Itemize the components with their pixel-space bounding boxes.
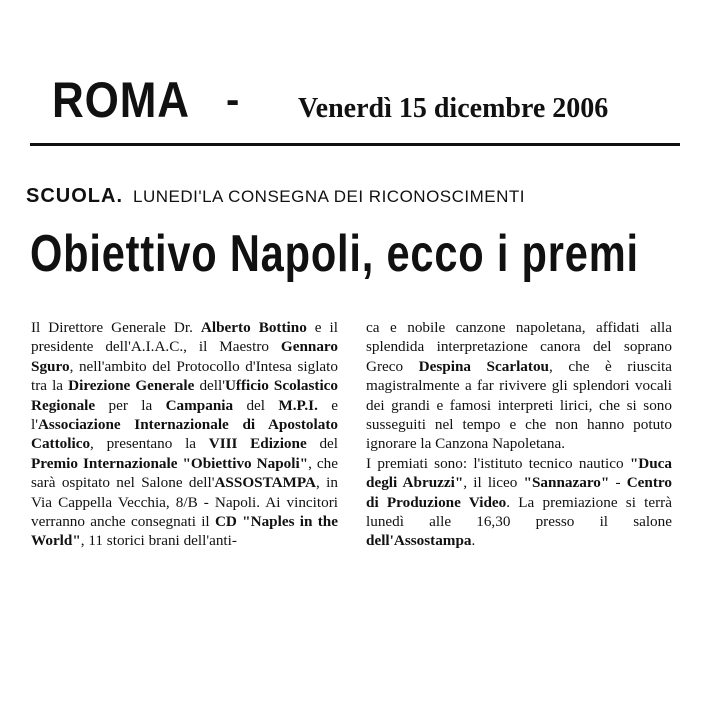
body-text: ca e nobile canzone napoletana, affidati alla splendida interpretazione canora del soprano Greco: [366, 319, 672, 375]
body-bold: Despina Scarlatou: [418, 357, 549, 375]
body-bold: Centro di Produzione Video: [366, 474, 672, 511]
body-bold: Premio Internazionale "Obiettivo Napoli": [31, 454, 309, 472]
article-paragraph: [366, 454, 672, 551]
body-text: , in Via Cappella Vecchia, 8/B - Napoli. Ai vincitori verranno anche consegnati il: [31, 474, 338, 531]
body-bold: Associazione Internazionale di Apostolato Cattolico: [31, 416, 338, 453]
body-text: I premiati sono: l'istituto tecnico nautico: [366, 454, 630, 472]
article-paragraph: [31, 318, 338, 551]
body-text: , il liceo: [463, 474, 524, 492]
masthead-city: ROMA: [52, 72, 190, 128]
masthead-separator: -: [226, 78, 240, 122]
body-text: del: [306, 435, 338, 453]
headline-text: Obiettivo Napoli, ecco i premi: [30, 225, 639, 283]
body-text: Il Direttore Generale Dr.: [31, 319, 201, 336]
body-bold: dell'Assostampa: [366, 532, 472, 550]
body-bold: VIII Edizione: [208, 435, 307, 453]
body-text: . La premiazione si terrà lunedì alle 16,30 presso il salone: [366, 493, 672, 531]
body-text: per la: [95, 396, 166, 414]
body-bold: CD "Naples in the World": [31, 513, 338, 550]
body-bold: Ufficio Scolastico Regionale: [31, 377, 338, 414]
body-text: , che sarà ospitato nel Salone dell': [31, 454, 339, 492]
masthead: [30, 70, 680, 138]
article-paragraph: [366, 318, 672, 454]
body-bold: ASSOSTAMPA: [214, 474, 316, 492]
body-text: e l': [31, 396, 338, 434]
kicker-section-tag: SCUOLA.: [26, 185, 123, 207]
body-bold: Gennaro Sguro: [31, 338, 338, 375]
article-column-right: [366, 318, 672, 551]
body-bold: Direzione Generale: [68, 377, 195, 395]
body-text: del: [233, 396, 279, 414]
body-text: , nell'ambito del Protocollo d'Intesa siglato tra la: [31, 357, 338, 395]
body-bold: Alberto Bottino: [200, 319, 307, 336]
masthead-date: Venerdì 15 dicembre 2006: [298, 93, 609, 124]
body-bold: Campania: [165, 396, 234, 414]
body-text: e il presidente dell'A.I.A.C., il Maestro: [31, 319, 338, 356]
body-text: -: [609, 474, 627, 492]
body-bold: "Duca degli Abruzzi": [366, 454, 672, 492]
body-text: .: [471, 532, 476, 550]
kicker-text: LUNEDI'LA CONSEGNA DEI RICONOSCIMENTI: [133, 187, 526, 206]
masthead-rule: [30, 143, 680, 146]
article-column-left: [31, 318, 338, 551]
body-text: dell': [194, 377, 225, 395]
body-text: , che è riuscita magistralmente a far rivivere gli splendori vocali dei grandi e famosi interpreti lirici, che si sono susseguiti nel tempo e che non hanno potuto ignorare la Canzona Napoletana.: [366, 357, 672, 453]
body-text: , presentano la: [90, 435, 209, 453]
body-bold: M.P.I.: [278, 396, 318, 414]
kicker: [26, 183, 525, 211]
headline: [30, 222, 670, 292]
body-text: , 11 storici brani dell'anti-: [80, 532, 237, 550]
body-bold: "Sannazaro": [523, 474, 610, 492]
